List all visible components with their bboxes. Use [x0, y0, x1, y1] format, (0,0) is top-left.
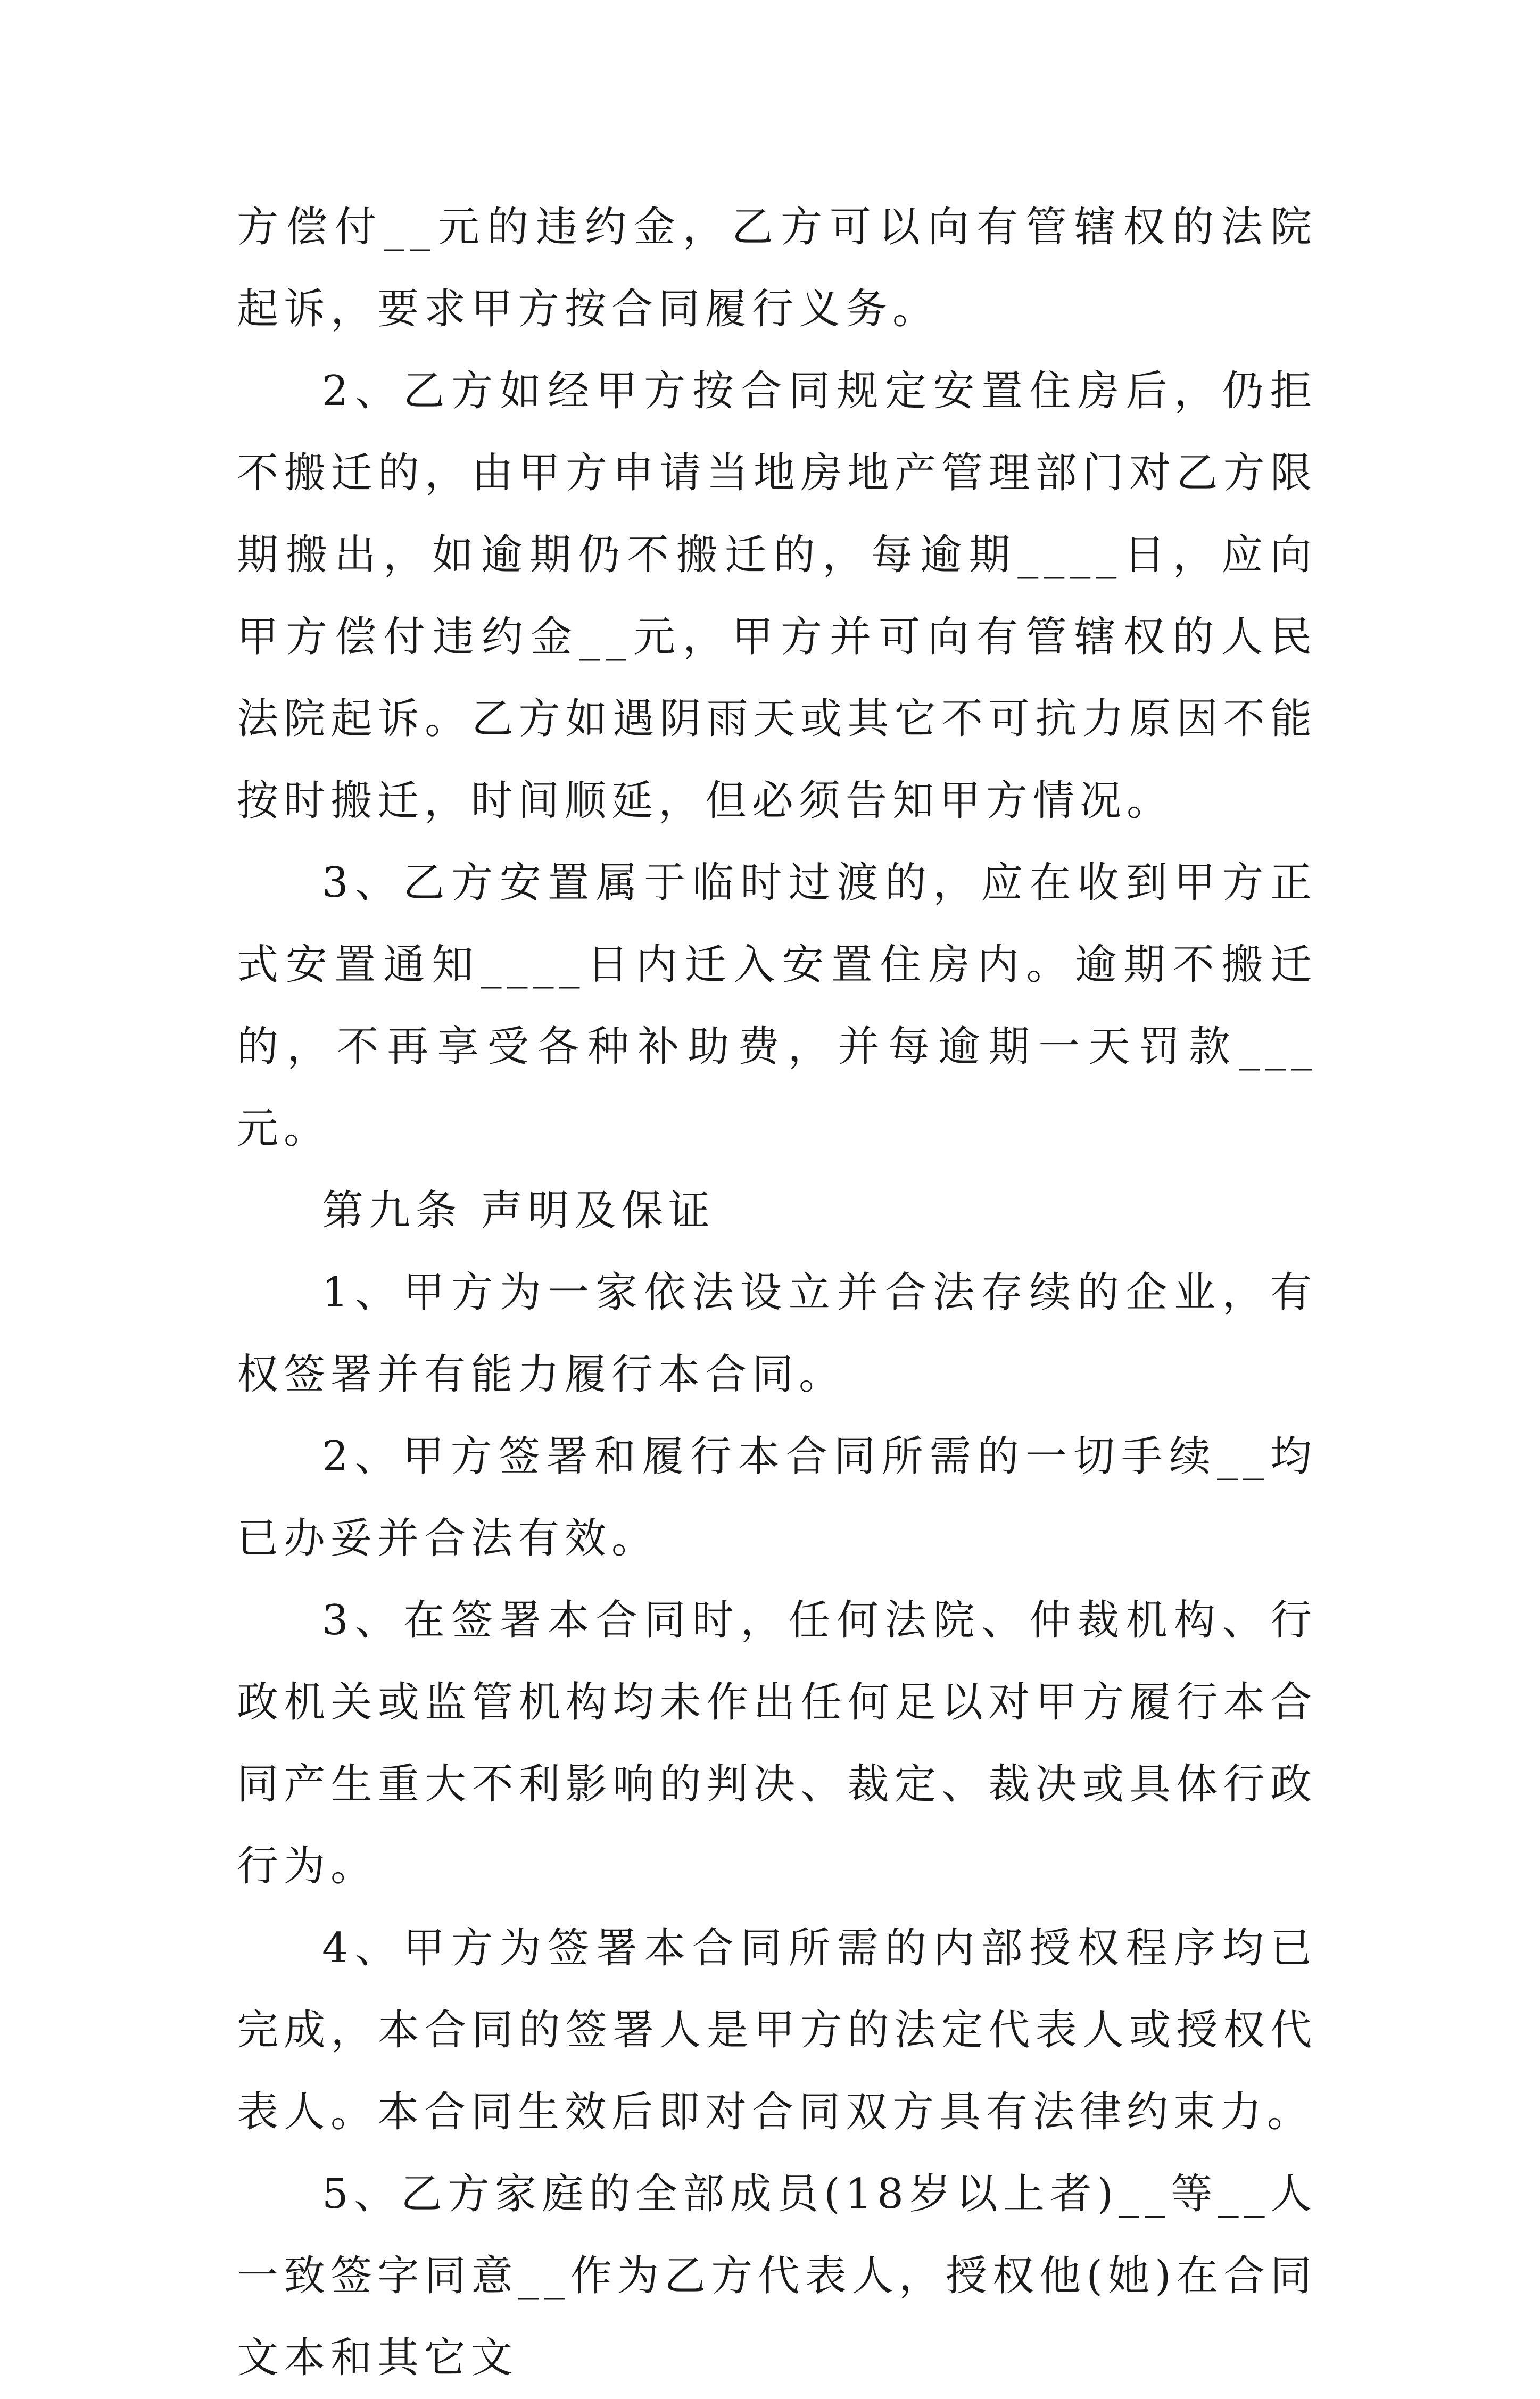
paragraph-declaration-5: 5、乙方家庭的全部成员(18岁以上者)__等__人一致签字同意__作为乙方代表人，授权他(她)在合同文本和其它文: [237, 2170, 1317, 2382]
paragraph-clause-3: 3、乙方安置属于临时过渡的，应在收到甲方正式安置通知____日内迁入安置住房内。逾期不搬迁的，不再享受各种补助费，并每逾期一天罚款___元。: [237, 859, 1317, 1153]
section-heading-article-9: 第九条 声明及保证: [322, 1187, 715, 1235]
paragraph-declaration-1: 1、甲方为一家依法设立并合法存续的企业，有权签署并有能力履行本合同。: [237, 1269, 1317, 1399]
document-body: [237, 186, 1317, 2399]
paragraph-declaration-4: 4、甲方为签署本合同所需的内部授权程序均已完成，本合同的签署人是甲方的法定代表人或授权代表人。本合同生效后即对合同双方具有法律约束力。: [237, 1924, 1317, 2136]
paragraph-declaration-2: 2、甲方签署和履行本合同所需的一切手续__均已办妥并合法有效。: [237, 1433, 1317, 1562]
paragraph-continuation: 方偿付__元的违约金，乙方可以向有管辖权的法院起诉，要求甲方按合同履行义务。: [237, 203, 1317, 333]
paragraph-clause-2: 2、乙方如经甲方按合同规定安置住房后，仍拒不搬迁的，由甲方申请当地房地产管理部门对乙方限期搬出，如逾期仍不搬迁的，每逾期____日，应向甲方偿付违约金__元，甲方并可向有管辖权的人民法院起诉。乙方如遇阴雨天或其它不可抗力原因不能按时搬迁，时间顺延，但必须告知甲方情况。: [237, 367, 1317, 825]
paragraph-declaration-3: 3、在签署本合同时，任何法院、仲裁机构、行政机关或监管机构均未作出任何足以对甲方履行本合同产生重大不利影响的判决、裁定、裁决或具体行政行为。: [237, 1596, 1317, 1890]
